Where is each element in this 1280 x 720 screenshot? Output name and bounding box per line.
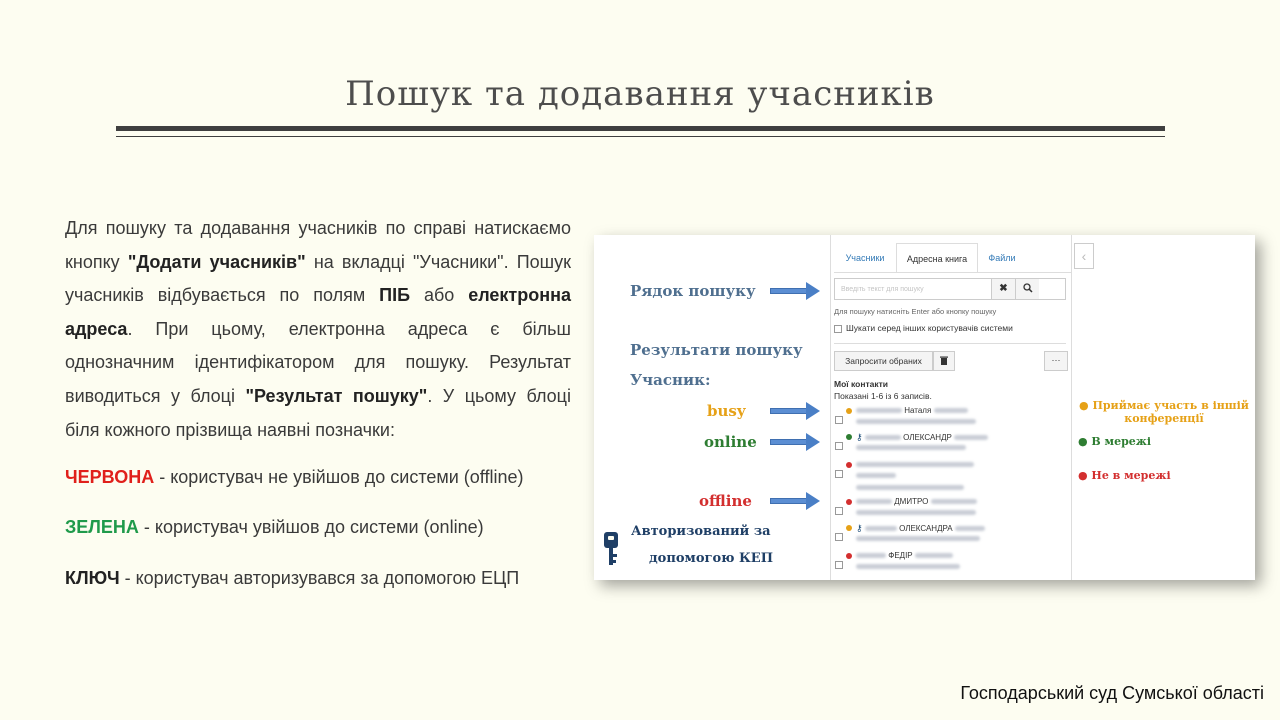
annotation-participant: Учасник: [630,371,711,389]
panel-divider-right [1071,235,1072,580]
status-offline-dot [846,553,852,559]
contact-first-name: ДМИТРО [894,497,929,506]
records-count: Показані 1-6 із 6 записів. [834,391,932,401]
annotation-online: online [704,433,757,451]
intro-bold-pib: ПІБ [379,285,411,306]
annotation-auth-line1: Авторизований за [631,524,771,539]
contact-name-line [856,497,977,506]
intro-text-5: . У цьому блоці біля кожного прізвища наявні позначки: [65,385,571,440]
contact-email-line [856,471,896,480]
contact-email-line [856,417,976,426]
title-rule-thick [116,126,1165,131]
legend-red [65,467,524,488]
section-divider [834,343,1066,344]
contact-checkbox[interactable] [835,442,843,450]
legend-red-term: ЧЕРВОНА [65,467,155,487]
contact-email-line [856,508,976,517]
slide-title: Пошук та додавання учасників [345,74,935,114]
description-column [65,212,571,588]
legend-green-term: ЗЕЛЕНА [65,517,139,537]
search-row [834,278,1066,300]
tab-participants[interactable]: Учасники [845,253,885,263]
note-online: ● В мережі [1078,435,1152,448]
intro-bold-add-participants: "Додати учасників" [127,251,306,272]
key-icon: ⚷ [856,523,863,533]
search-hint: Для пошуку натисніть Enter або кнопку пошуку [834,307,997,316]
arrow-right-icon [770,436,820,448]
arrow-right-icon [770,495,820,507]
contact-email-line [856,534,980,543]
contact-name-line [856,432,988,443]
legend-red-text: - користувач не увійшов до системи (offline) [154,467,524,487]
status-busy-dot [846,525,852,531]
contact-name-line [856,406,968,415]
trash-icon[interactable] [933,351,955,371]
contact-first-name: ОЛЕКСАНДРА [899,524,953,533]
intro-text-1: Для пошуку та додавання учасників по справі натискаємо кнопку [65,218,571,272]
status-offline-dot [846,499,852,505]
tab-files[interactable]: Файли [988,253,1016,263]
title-rule-thin [116,136,1165,137]
note-busy: ● Приймає участь в іншій конференції [1079,399,1249,425]
more-options-button[interactable]: ··· [1044,351,1068,371]
annotation-search-row: Рядок пошуку [630,282,756,300]
legend-key-term: КЛЮЧ [65,568,120,588]
annotation-busy: busy [707,402,746,420]
invite-selected-button[interactable]: Запросити обраних [834,351,933,371]
annotation-auth-line2: допомогою КЕП [649,551,773,566]
status-offline-dot [846,462,852,468]
contact-checkbox[interactable] [835,416,843,424]
contact-email-line [856,483,964,492]
legend-key [65,568,519,589]
search-others-label: Шукати серед інших користувачів системи [846,323,1013,333]
legend-green [65,517,484,538]
arrow-right-icon [770,285,820,297]
contact-first-name: ФЕДІР [888,551,913,560]
annotation-offline: offline [699,492,752,510]
contact-first-name: ОЛЕКСАНДР [903,433,952,442]
contact-email-line [856,443,966,452]
contact-checkbox[interactable] [835,533,843,541]
address-book-screenshot [594,235,1255,580]
contact-name-line [856,523,985,534]
intro-text-3: або [410,285,469,306]
panel-divider-left [830,235,831,580]
search-others-option[interactable] [834,323,1013,333]
footer-organization: Господарський суд Сумської області [960,683,1264,703]
arrow-right-icon [770,405,820,417]
status-online-dot [846,434,852,440]
search-others-checkbox[interactable] [834,325,842,333]
legend-green-text: - користувач увійшов до системи (online) [138,517,484,537]
search-icon[interactable] [1015,279,1039,299]
annotation-results: Результати пошуку [630,341,803,359]
contact-name-line [856,460,974,469]
key-icon [602,532,620,566]
contact-email-line [856,562,960,571]
intro-text-4: . При цьому, електронна адреса є більш однозначним ідентифікатором для пошуку. Результат виводиться у блоці [65,318,571,406]
tab-address-book[interactable]: Адресна книга [896,243,978,273]
status-busy-dot [846,408,852,414]
search-input[interactable] [835,279,991,299]
contact-first-name: Наталя [904,406,932,415]
intro-paragraph [65,212,571,447]
note-offline: ● Не в мережі [1078,469,1171,482]
contact-checkbox[interactable] [835,470,843,478]
contact-checkbox[interactable] [835,561,843,569]
key-icon: ⚷ [856,432,863,442]
clear-button[interactable]: ✖ [991,279,1015,299]
intro-bold-email: електронна адреса [65,285,571,339]
tabs-underline [834,272,1071,273]
legend-key-text: - користувач авторизувався за допомогою ЕЦП [119,568,520,588]
contact-name-line [856,551,953,560]
contact-checkbox[interactable] [835,507,843,515]
contacts-title: Мої контакти [834,379,889,389]
intro-bold-search-result: "Результат пошуку" [245,385,428,406]
chevron-left-icon[interactable]: ‹ [1074,243,1094,269]
tab-bar [834,243,1071,273]
intro-text-2: на вкладці "Учасники". Пошук учасників відбувається по полям [65,251,571,306]
